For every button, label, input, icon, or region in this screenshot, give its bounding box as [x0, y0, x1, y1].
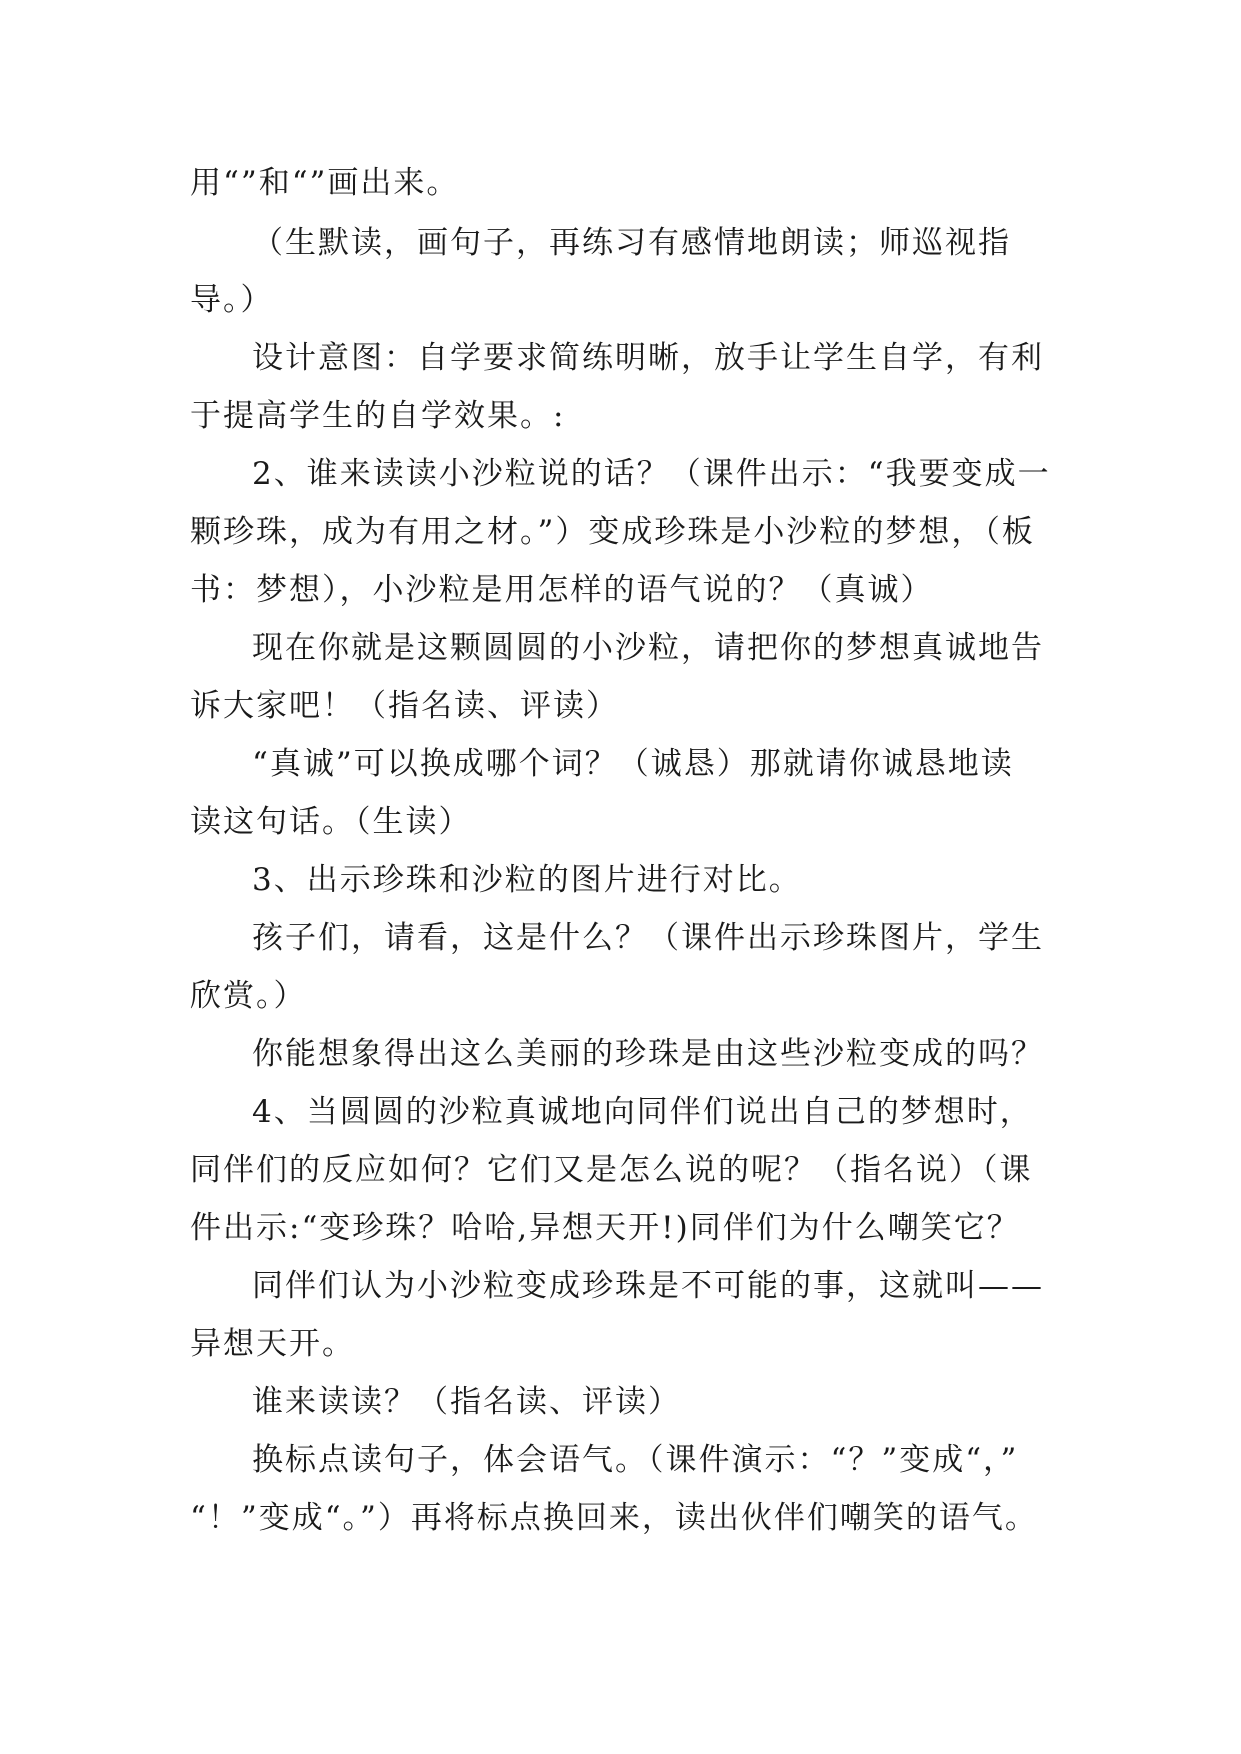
text-line: 设计意图：自学要求简练明晰，放手让学生自学，有利	[252, 340, 1044, 376]
text-line: 书：梦想），小沙粒是用怎样的语气说的？（真诚）	[190, 572, 934, 608]
text-line: 用“”和“”画出来。	[190, 165, 460, 201]
text-line: 谁来读读？（指名读、评读）	[252, 1384, 681, 1420]
text-line: 诉大家吧！（指名读、评读）	[190, 688, 619, 724]
text-line: 件出示:“变珍珠？哈哈,异想天开!)同伴们为什么嘲笑它？	[190, 1210, 1020, 1246]
text-line: 读这句话。（生读）	[190, 804, 472, 840]
text-line: 4、当圆圆的沙粒真诚地向同伴们说出自己的梦想时，	[252, 1094, 1033, 1130]
text-line: 于提高学生的自学效果。:	[190, 398, 566, 434]
text-line: “真诚”可以换成哪个词？（诚恳）那就请你诚恳地读	[252, 746, 1014, 782]
text-line: 同伴们的反应如何？它们又是怎么说的呢？（指名说）（课	[190, 1152, 1033, 1188]
text-line: 孩子们，请看，这是什么？（课件出示珍珠图片，学生	[252, 920, 1044, 956]
text-line: 3、出示珍珠和沙粒的图片进行对比。	[252, 862, 802, 898]
text-line: 导。）	[190, 282, 274, 318]
text-line: 颗珍珠，成为有用之材。”）变成珍珠是小沙粒的梦想，（板	[190, 514, 1035, 550]
text-line: 欣赏。）	[190, 978, 307, 1014]
text-line: （生默读，画句子，再练习有感情地朗读；师巡视指	[252, 225, 1011, 261]
text-line: 你能想象得出这么美丽的珍珠是由这些沙粒变成的吗？	[252, 1036, 1044, 1072]
text-line: 2、谁来读读小沙粒说的话？（课件出示：“我要变成一	[252, 456, 1051, 492]
text-line: 异想天开。	[190, 1326, 355, 1362]
text-line: 换标点读句子，体会语气。（课件演示：“？”变成“，”	[252, 1442, 1019, 1478]
text-line: 同伴们认为小沙粒变成珍珠是不可能的事，这就叫——	[252, 1268, 1044, 1304]
text-line: 现在你就是这颗圆圆的小沙粒，请把你的梦想真诚地告	[252, 630, 1044, 666]
text-line: “！”变成“。”）再将标点换回来，读出伙伴们嘲笑的语气。	[190, 1500, 1038, 1536]
